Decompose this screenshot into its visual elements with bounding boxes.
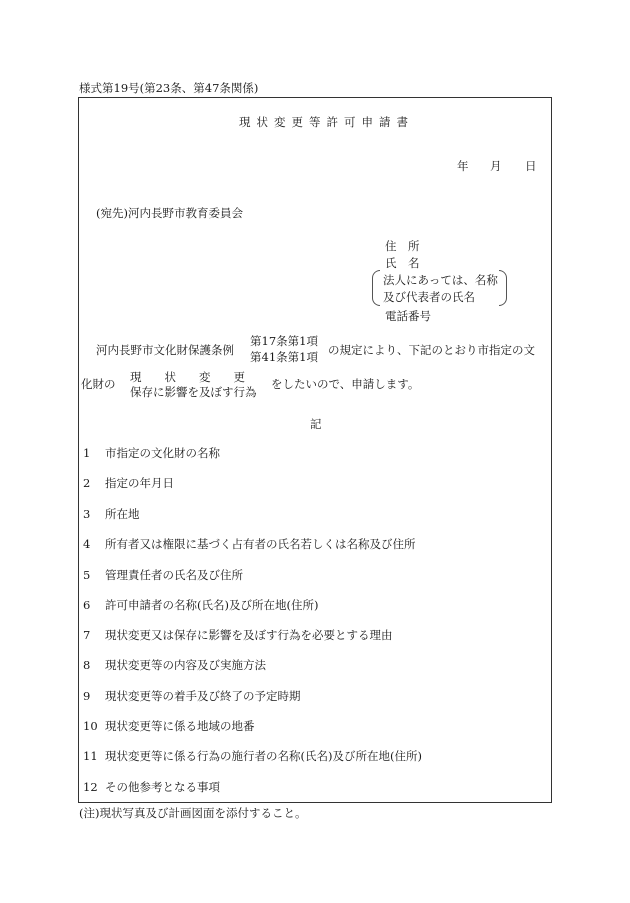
footer-note: (注)現状写真及び計画図面を添付すること。 (79, 806, 307, 820)
article-41: 第41条第1項 (250, 350, 318, 364)
date-year-label: 年 (457, 159, 469, 173)
list-item: 2 指定の年月日 (83, 476, 174, 490)
list-item: 3 所在地 (83, 507, 140, 521)
list-item: 11 現状変更等に係る行為の施行者の名称(氏名)及び所在地(住所) (83, 749, 422, 763)
body-text-part1: の規定により、下記のとおり市指定の文 (328, 343, 535, 357)
right-paren-bracket (499, 270, 507, 306)
date-month-label: 月 (490, 159, 502, 173)
list-item: 1 市指定の文化財の名称 (83, 446, 220, 460)
document-title: 現状変更等許可申請書 (239, 115, 414, 129)
form-number: 様式第19号(第23条、第47条関係) (79, 81, 259, 95)
body-text-part2: をしたいので、申請します。 (271, 377, 420, 391)
list-item: 8 現状変更等の内容及び実施方法 (83, 658, 266, 672)
ki-mark: 記 (310, 417, 322, 431)
ordinance-name: 河内長野市文化財保護条例 (96, 343, 234, 357)
list-item: 4 所有者又は権限に基づく占有者の氏名若しくは名称及び住所 (83, 537, 416, 551)
list-item: 10 現状変更等に係る地域の地番 (83, 719, 255, 733)
article-17: 第17条第1項 (250, 334, 318, 348)
list-item: 5 管理責任者の氏名及び住所 (83, 568, 243, 582)
list-item: 12 その他参考となる事項 (83, 780, 220, 794)
option-genjo-henko: 現 状 変 更 (130, 370, 245, 384)
address-label: 住 所 (385, 239, 420, 253)
date-day-label: 日 (525, 159, 537, 173)
list-item: 7 現状変更又は保存に影響を及ぼす行為を必要とする理由 (83, 628, 393, 642)
corp-note-line2: 及び代表者の氏名 (383, 290, 475, 304)
phone-label: 電話番号 (385, 309, 431, 323)
option-hozon-eikyo: 保存に影響を及ぼす行為 (130, 385, 257, 399)
list-item: 6 許可申請者の名称(氏名)及び所在地(住所) (83, 598, 319, 612)
corp-note-line1: 法人にあっては、名称 (383, 273, 498, 287)
list-item: 9 現状変更等の着手及び終了の予定時期 (83, 689, 301, 703)
left-paren-bracket (372, 270, 380, 306)
name-label: 氏 名 (385, 256, 420, 270)
body-prefix-part2: 化財の (81, 377, 116, 391)
addressee: (宛先)河内長野市教育委員会 (96, 206, 243, 220)
